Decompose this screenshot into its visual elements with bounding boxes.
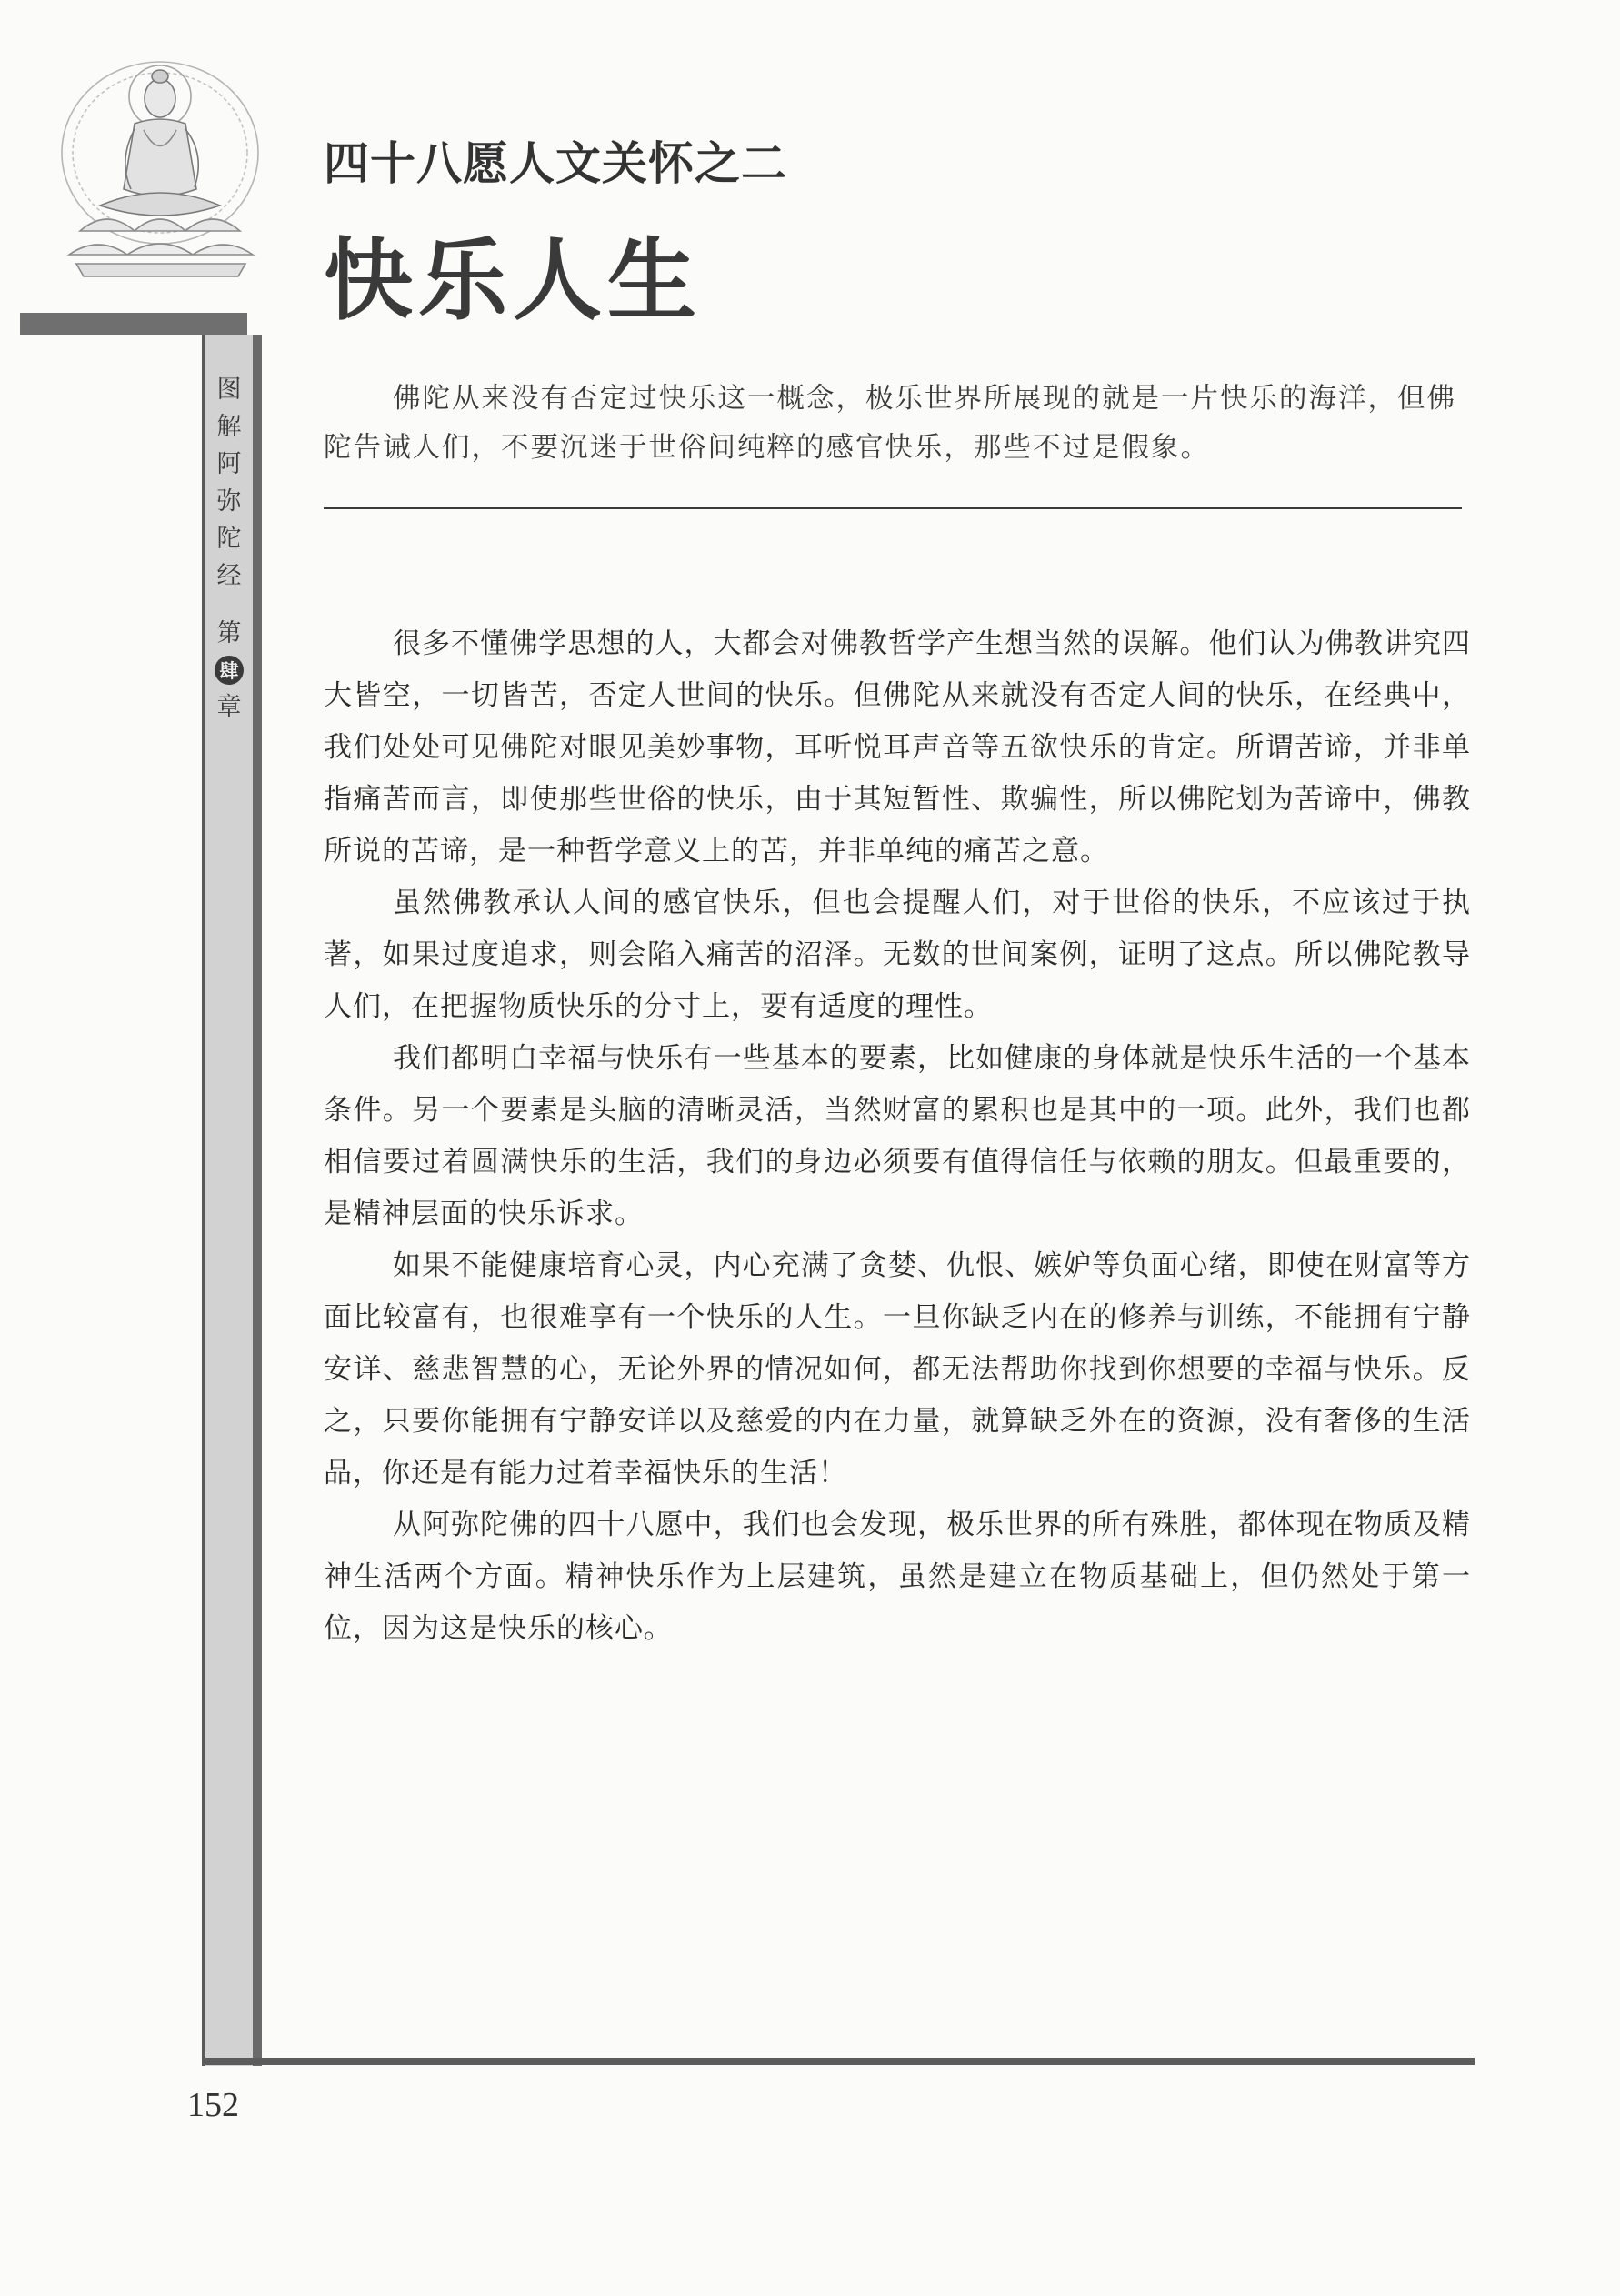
body-paragraph: 很多不懂佛学思想的人，大都会对佛教哲学产生想当然的误解。他们认为佛教讲究四大皆空，一切皆苦，否定人世间的快乐。但佛陀从来就没有否定人间的快乐，在经典中，我们处处可见佛陀对眼见美妙事物，耳听悦耳声音等五欲快乐的肯定。所谓苦谛，并非单指痛苦而言，即使那些世俗的快乐，由于其短暂性、欺骗性，所以佛陀划为苦谛中，佛教所说的苦谛，是一种哲学意义上的苦，并非单纯的痛苦之意。	[324, 627, 1471, 867]
book-title-char: 阿	[216, 450, 242, 478]
book-title-char: 陀	[216, 525, 242, 553]
body-paragraph: 从阿弥陀佛的四十八愿中，我们也会发现，极乐世界的所有殊胜，都体现在物质及精神生活两个方面。精神快乐作为上层建筑，虽然是建立在物质基础上，但仍然处于第一位，因为这是快乐的核心。	[324, 1509, 1471, 1645]
page-number: 152	[187, 2086, 239, 2124]
chapter-suffix: 章	[216, 693, 242, 721]
body-paragraph: 如果不能健康培育心灵，内心充满了贪婪、仇恨、嫉妒等负面心绪，即使在财富等方面比较富有，也很难享有一个快乐的人生。一旦你缺乏内在的修养与训练，不能拥有宁静安详、慈悲智慧的心，无论外界的情况如何，都无法帮助你找到你想要的幸福与快乐。反之，只要你能拥有宁静安详以及慈爱的内在力量，就算缺乏外在的资源，没有奢侈的生活品，你还是有能力过着幸福快乐的生活！	[324, 1249, 1471, 1489]
book-title-char: 弥	[216, 487, 242, 516]
running-title	[205, 371, 253, 726]
book-title-char: 解	[216, 413, 242, 441]
intro-divider	[324, 507, 1462, 509]
body-text	[324, 618, 1471, 1655]
chapter-sidebar	[202, 335, 262, 2066]
chapter-prefix: 第	[216, 619, 242, 647]
body-paragraph: 我们都明白幸福与快乐有一些基本的要素，比如健康的身体就是快乐生活的一个基本条件。另一个要素是头脑的清晰灵活，当然财富的累积也是其中的一项。此外，我们也都相信要过着圆满快乐的生活，我们的身边必须要有值得信任与依赖的朋友。但最重要的，是精神层面的快乐诉求。	[324, 1042, 1471, 1230]
intro-paragraph: 佛陀从来没有否定过快乐这一概念，极乐世界所展现的就是一片快乐的海洋，但佛陀告诫人们，不要沉迷于世俗间纯粹的感官快乐，那些不过是假象。	[324, 383, 1456, 464]
section-subtitle: 四十八愿人文关怀之二	[324, 136, 787, 190]
buddha-illustration	[44, 53, 280, 296]
header-band	[20, 313, 247, 335]
book-title-char: 图	[216, 376, 242, 404]
chapter-number-badge: 肆	[215, 656, 244, 685]
book-title-char: 经	[216, 562, 242, 590]
footer-rule	[202, 2058, 1475, 2065]
body-paragraph: 虽然佛教承认人间的感官快乐，但也会提醒人们，对于世俗的快乐，不应该过于执著，如果过度追求，则会陷入痛苦的沼泽。无数的世间案例，证明了这点。所以佛陀教导人们，在把握物质快乐的分寸上，要有适度的理性。	[324, 887, 1471, 1023]
section-title: 快乐人生	[324, 228, 703, 333]
